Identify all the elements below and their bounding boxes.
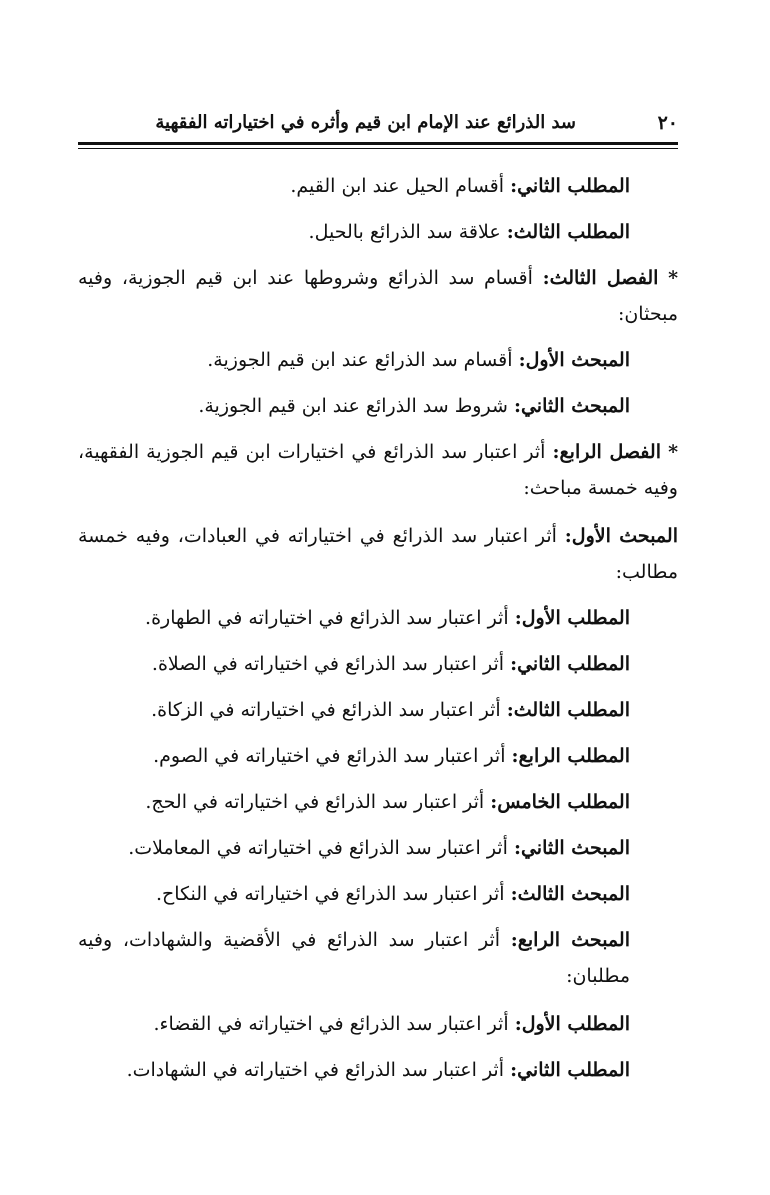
entry-text: أقسام سد الذرائع وشروطها عند ابن قيم الجوزية، وفيه مبحثان: <box>78 267 678 325</box>
entry-text: أثر اعتبار سد الذرائع في اختياراته في المعاملات. <box>128 837 508 859</box>
entry-label: المبحث الرابع: <box>510 929 630 951</box>
entry-text: علاقة سد الذرائع بالحيل. <box>308 221 501 243</box>
page-header <box>78 104 678 138</box>
toc-entry-mabhath <box>128 830 630 866</box>
entry-text: أثر اعتبار سد الذرائع في اختياراته في النكاح. <box>155 883 505 905</box>
toc-entry-matlab <box>151 692 630 728</box>
toc-entry-mabhath <box>207 342 630 378</box>
entry-label: الفصل الرابع: <box>552 441 661 463</box>
entry-label: المطلب الثاني: <box>510 653 630 675</box>
toc-entry-mabhath <box>156 876 630 912</box>
entry-label: المطلب الثالث: <box>506 221 630 243</box>
entry-label: المطلب الخامس: <box>490 791 630 813</box>
entry-text: أثر اعتبار سد الذرائع في اختياراته في الشهادات. <box>126 1059 505 1081</box>
entry-label: المطلب الأول: <box>514 1013 630 1035</box>
toc-entry-mabhath <box>198 388 630 424</box>
page-number: ٢٠ <box>657 112 678 134</box>
entry-label: المطلب الرابع: <box>511 745 630 767</box>
entry-label: المطلب الثاني: <box>510 175 630 197</box>
toc-entry-matlab <box>290 168 630 204</box>
toc-entry-mabhath <box>78 518 678 590</box>
entry-text: أثر اعتبار سد الذرائع في اختياراته في العبادات، وفيه خمسة مطالب: <box>78 525 678 583</box>
entry-text: أثر اعتبار سد الذرائع في اختياراته في الحج. <box>145 791 485 813</box>
toc-entry-matlab <box>127 1052 630 1088</box>
asterisk-marker: * <box>668 267 678 289</box>
toc-entry-matlab <box>153 738 630 774</box>
entry-text: أقسام الحيل عند ابن القيم. <box>290 175 505 197</box>
toc-entry-matlab <box>309 214 630 250</box>
toc-entry-matlab <box>145 784 630 820</box>
entry-text: أثر اعتبار سد الذرائع في اختياراته في القضاء. <box>153 1013 509 1035</box>
toc-entry-fasl <box>78 434 678 506</box>
toc-entry-matlab <box>145 600 630 636</box>
header-rule-thin <box>78 148 678 149</box>
toc-entry-matlab <box>154 1006 631 1042</box>
entry-label: المبحث الأول: <box>518 349 630 371</box>
entry-label: المبحث الثاني: <box>513 837 630 859</box>
entry-label: الفصل الثالث: <box>542 267 659 289</box>
header-rule-thick <box>78 142 678 145</box>
entry-label: المطلب الثالث: <box>506 699 630 721</box>
asterisk-marker: * <box>668 441 678 463</box>
entry-label: المطلب الأول: <box>514 607 630 629</box>
entry-text: أثر اعتبار سد الذرائع في الأقضية والشهادات، وفيه مطلبان: <box>78 929 630 987</box>
entry-text: أقسام سد الذرائع عند ابن قيم الجوزية. <box>207 349 513 371</box>
entry-label: المطلب الثاني: <box>510 1059 630 1081</box>
entry-text: شروط سد الذرائع عند ابن قيم الجوزية. <box>198 395 508 417</box>
entry-text: أثر اعتبار سد الذرائع في اختياراته في الزكاة. <box>151 699 501 721</box>
entry-text: أثر اعتبار سد الذرائع في اختياراته في الصلاة. <box>151 653 505 675</box>
entry-label: المبحث الثالث: <box>510 883 630 905</box>
entry-text: أثر اعتبار سد الذرائع في اختياراته في الصوم. <box>153 745 506 767</box>
running-title: سد الذرائع عند الإمام ابن قيم وأثره في اختياراته الفقهية <box>155 112 576 133</box>
toc-entry-fasl <box>78 260 678 332</box>
entry-text: أثر اعتبار سد الذرائع في اختيارات ابن قيم الجوزية الفقهية، وفيه خمسة مباحث: <box>78 441 678 499</box>
entry-text: أثر اعتبار سد الذرائع في اختياراته في الطهارة. <box>145 607 509 629</box>
toc-entry-mabhath <box>78 922 630 994</box>
toc-entry-matlab <box>152 646 630 682</box>
entry-label: المبحث الأول: <box>564 525 678 547</box>
entry-label: المبحث الثاني: <box>513 395 630 417</box>
